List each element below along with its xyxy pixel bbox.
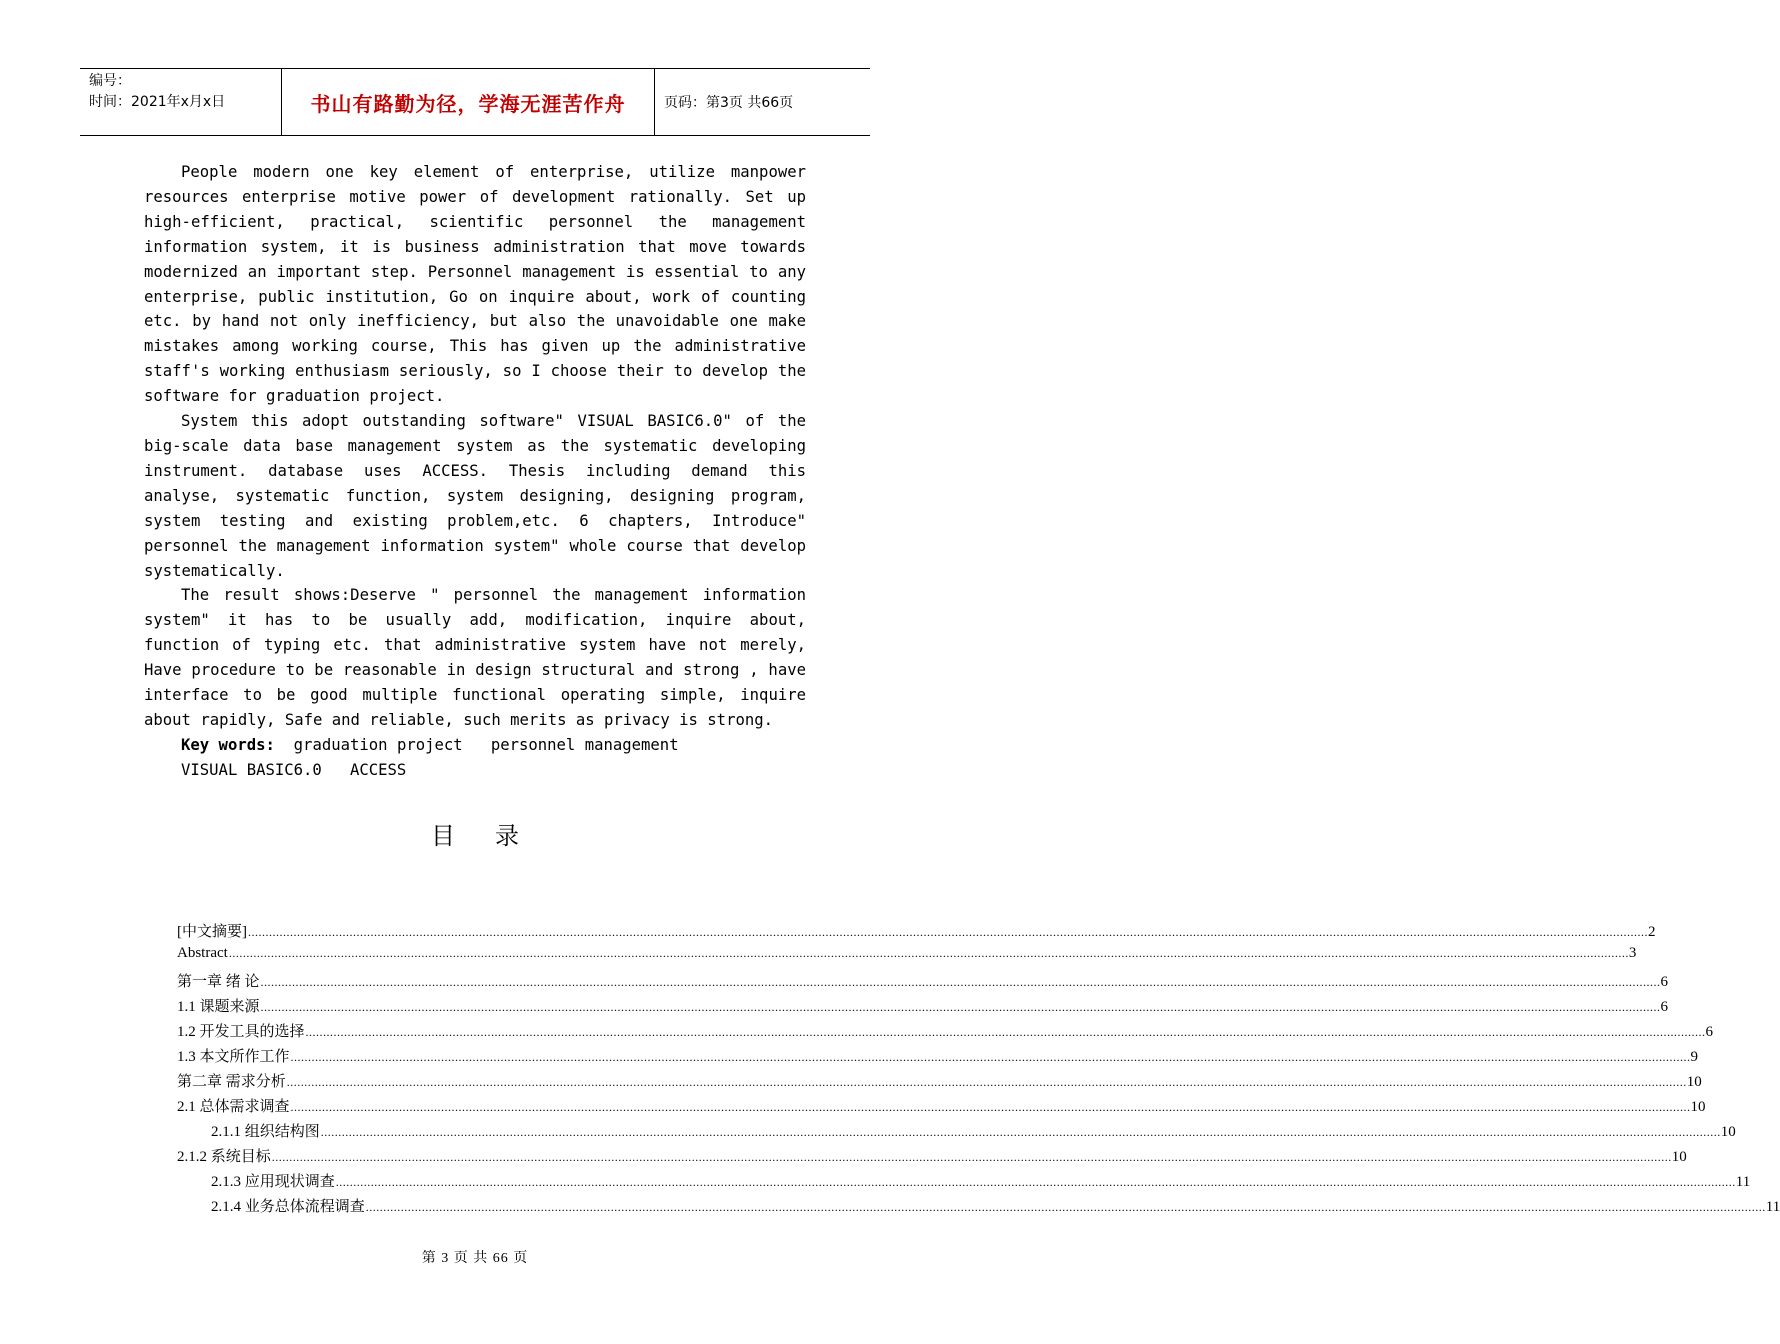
table-of-contents	[177, 920, 1780, 1220]
toc-entry[interactable]	[177, 1170, 1751, 1195]
toc-entry-page: 10	[1671, 1149, 1687, 1165]
toc-entry-label: 2.1.2 系统目标	[177, 1149, 271, 1165]
toc-entry[interactable]	[177, 995, 1669, 1020]
toc-title: 目录	[431, 822, 559, 850]
toc-leader-dots: ................................................................................................................................................................................................................................................................................................................................................................................................................	[290, 1100, 1691, 1114]
toc-entry-page: 10	[1720, 1124, 1736, 1140]
page-header	[80, 68, 870, 136]
toc-entry-label: 2.1 总体需求调查	[177, 1099, 290, 1115]
header-meta	[80, 69, 282, 135]
toc-entry-page: 11	[1765, 1199, 1780, 1215]
toc-entry[interactable]	[177, 1145, 1687, 1170]
toc-leader-dots: ................................................................................................................................................................................................................................................................................................................................................................................................................	[335, 1175, 1736, 1189]
abstract-paragraph: People modern one key element of enterprise, utilize manpower resources enterprise motive power of development rationally. Set up high-efficient, practical, scientific personnel the management information system, it is business administration that move towards modernized an important step. Personnel management is essential to any enterprise, public institution, Go on inquire about, work of counting etc. by hand not only inefficiency, but also the unavoidable one make mistakes among working course, This has given up the administrative staff's working enthusiasm seriously, so I choose their to develop the software for graduation project.	[144, 163, 806, 406]
toc-entry-page: 10	[1690, 1099, 1706, 1115]
toc-entry-page: 9	[1690, 1049, 1699, 1065]
toc-entry-label: 第二章 需求分析	[177, 1074, 286, 1090]
toc-entry[interactable]	[177, 1120, 1736, 1145]
keywords-label: Key words:	[181, 735, 275, 754]
toc-entry-page: 6	[1660, 974, 1669, 990]
abstract-paragraph: The result shows:Deserve " personnel the management information system" it has to be usually add, modification, inquire about, function of typing etc. that administrative system have not merely, Have procedure to be reasonable in design structural and strong , have interface to be good multiple functional operating simple, inquire about rapidly, Safe and reliable, such merits as privacy is strong.	[144, 586, 806, 729]
toc-entry[interactable]	[177, 1070, 1702, 1095]
toc-leader-dots: ................................................................................................................................................................................................................................................................................................................................................................................................................	[290, 1050, 1691, 1064]
toc-entry-label: 1.1 课题来源	[177, 999, 260, 1015]
header-page-number: 页码：第3页 共66页	[664, 95, 794, 111]
toc-leader-dots: ................................................................................................................................................................................................................................................................................................................................................................................................................	[320, 1125, 1721, 1139]
keywords-text: graduation project personnel management	[274, 735, 679, 754]
toc-entry-page: 6	[1660, 999, 1669, 1015]
toc-leader-dots: ................................................................................................................................................................................................................................................................................................................................................................................................................	[286, 1075, 1687, 1089]
abstract-paragraph: System this adopt outstanding software" VISUAL BASIC6.0" of the big-scale data base management system as the systematic developing instrument. database uses ACCESS. Thesis including demand this analyse, systematic function, system designing, designing program, system testing and existing problem,etc. 6 chapters, Introduce" personnel the management information system" whole course that develop systematically.	[144, 412, 806, 580]
toc-entry-label: 1.3 本文所作工作	[177, 1049, 290, 1065]
toc-entry[interactable]	[177, 1045, 1699, 1070]
toc-entry-label: 2.1.1 组织结构图	[211, 1124, 320, 1140]
toc-entry[interactable]	[177, 1195, 1780, 1220]
toc-entry[interactable]	[177, 1095, 1706, 1120]
english-abstract	[144, 160, 806, 783]
toc-leader-dots: ................................................................................................................................................................................................................................................................................................................................................................................................................	[260, 1000, 1661, 1014]
toc-leader-dots: ................................................................................................................................................................................................................................................................................................................................................................................................................	[228, 946, 1629, 960]
document-number-label: 编号：	[89, 73, 131, 89]
toc-entry[interactable]	[177, 945, 1637, 970]
toc-entry[interactable]	[177, 970, 1669, 995]
keywords-line-2: VISUAL BASIC6.0 ACCESS	[181, 760, 407, 779]
toc-leader-dots: ................................................................................................................................................................................................................................................................................................................................................................................................................	[305, 1025, 1706, 1039]
toc-entry-label: 2.1.4 业务总体流程调查	[211, 1199, 365, 1215]
toc-entry-label: 1.2 开发工具的选择	[177, 1024, 305, 1040]
document-time-label: 时间：2021年x月x日	[89, 94, 226, 110]
toc-entry[interactable]	[177, 1020, 1714, 1045]
header-motto: 书山有路勤为径，学海无涯苦作舟	[282, 69, 655, 135]
toc-entry-page: 6	[1705, 1024, 1714, 1040]
toc-entry-label: Abstract	[177, 945, 228, 961]
toc-leader-dots: ................................................................................................................................................................................................................................................................................................................................................................................................................	[365, 1200, 1766, 1214]
toc-entry-label: 第一章 绪 论	[177, 974, 260, 990]
toc-entry-page: 10	[1686, 1074, 1702, 1090]
keywords-line	[144, 733, 806, 758]
toc-entry-label: [中文摘要]	[177, 924, 247, 940]
toc-entry-page: 3	[1628, 945, 1637, 961]
toc-entry[interactable]	[177, 920, 1656, 945]
page-footer: 第 3 页 共 66 页	[421, 1251, 529, 1266]
toc-entry-page: 11	[1735, 1174, 1751, 1190]
toc-leader-dots: ................................................................................................................................................................................................................................................................................................................................................................................................................	[260, 975, 1661, 989]
toc-leader-dots: ................................................................................................................................................................................................................................................................................................................................................................................................................	[248, 925, 1648, 939]
toc-leader-dots: ................................................................................................................................................................................................................................................................................................................................................................................................................	[271, 1150, 1672, 1164]
toc-entry-label: 2.1.3 应用现状调查	[211, 1174, 335, 1190]
toc-entry-page: 2	[1648, 924, 1656, 940]
